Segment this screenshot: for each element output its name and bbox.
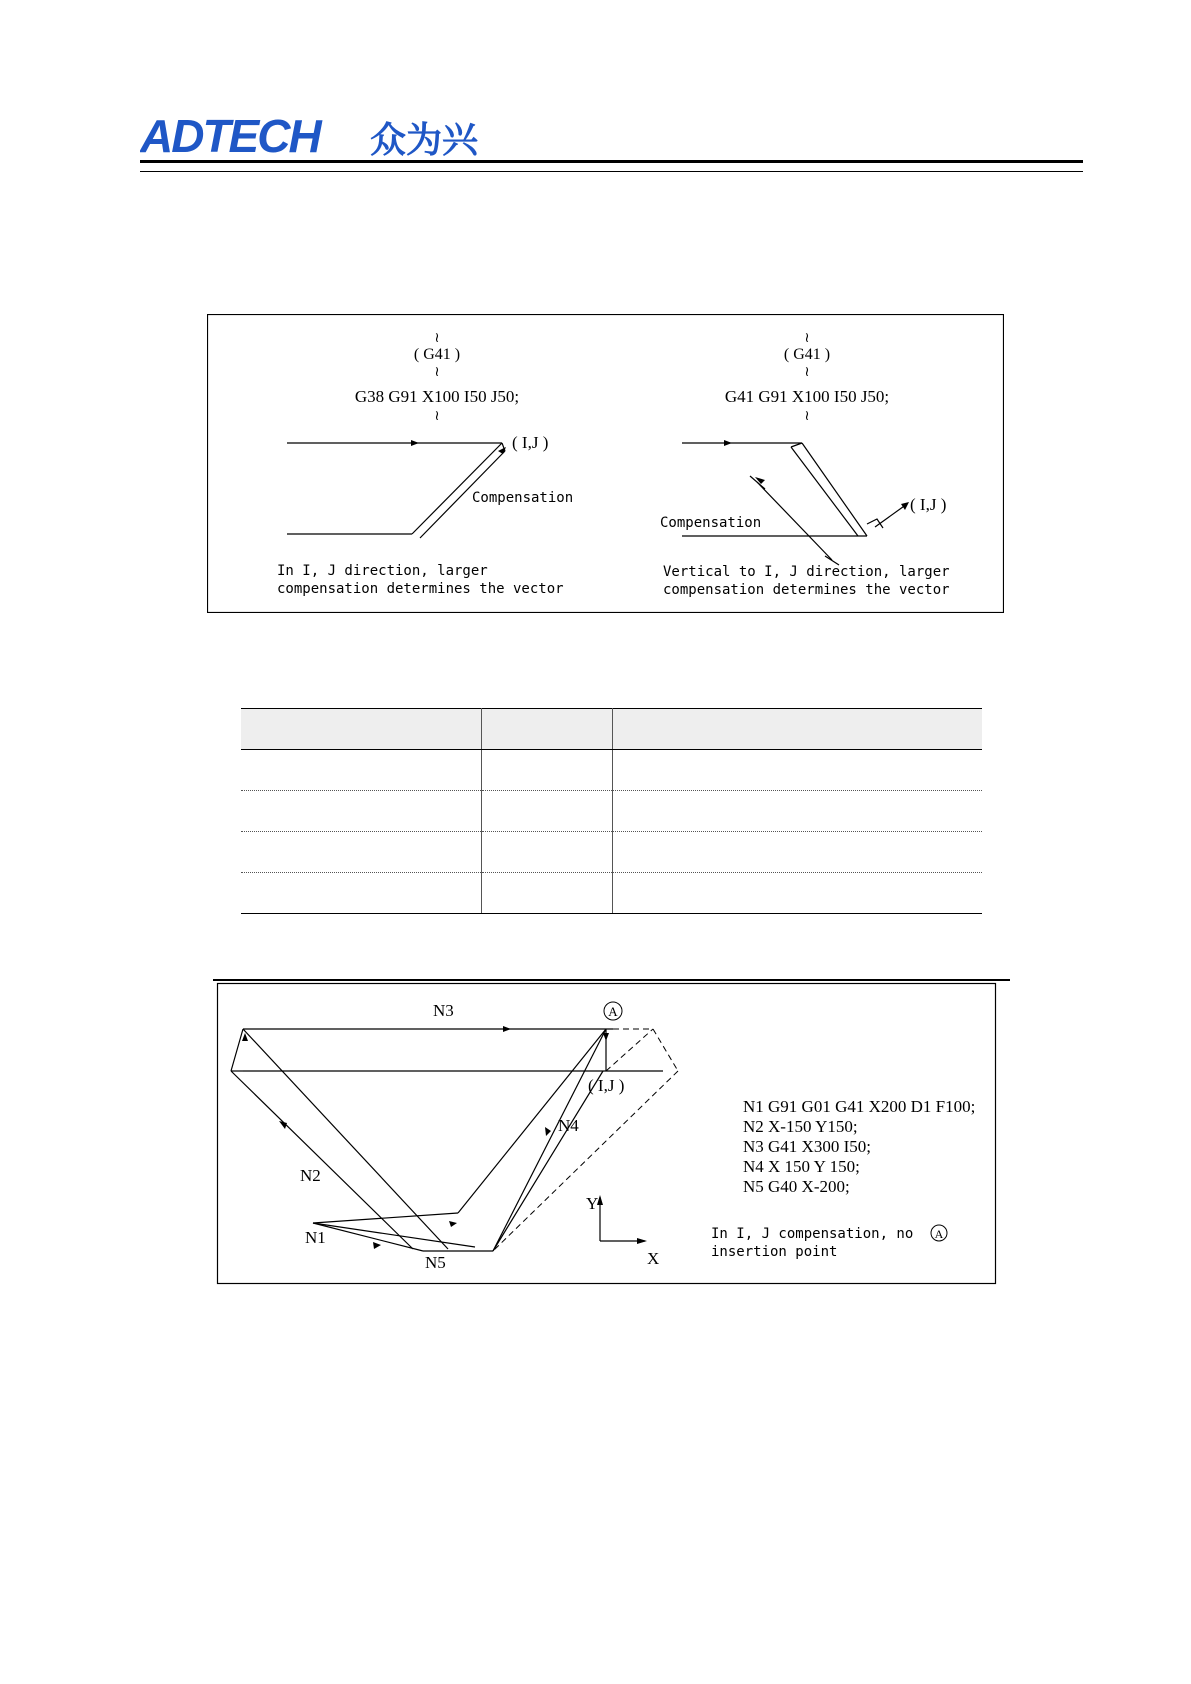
left-caption-line2: compensation determines the vector — [277, 581, 564, 597]
n4-arrowhead — [545, 1127, 551, 1136]
right-ij-arrowhead — [901, 502, 909, 510]
header-rule-thick — [140, 160, 1083, 163]
left-tilde-1: ≀ — [434, 331, 440, 346]
program-line-3: N3 G41 X300 I50; — [743, 1137, 871, 1156]
table-cell — [613, 873, 983, 914]
note-line-2: insertion point — [711, 1244, 838, 1260]
left-tilde-2: ≀ — [434, 365, 440, 380]
x-axis-arrowhead — [637, 1238, 647, 1244]
n2-arrowhead — [279, 1121, 287, 1129]
right-path-drawing — [682, 443, 907, 565]
program-line-2: N2 X-150 Y150; — [743, 1117, 858, 1136]
table-cell — [613, 791, 983, 832]
header-rule-thin — [140, 171, 1083, 172]
table-header-cell — [241, 709, 482, 750]
table-cell — [241, 832, 482, 873]
right-ij-label: ( I,J ) — [910, 495, 947, 514]
empty-table — [241, 708, 982, 914]
left-ij-label: ( I,J ) — [512, 433, 549, 452]
program-line-5: N5 G40 X-200; — [743, 1177, 850, 1196]
table-row — [241, 832, 982, 873]
adtech-logo — [140, 112, 480, 160]
table-cell — [241, 750, 482, 791]
n1-label: N1 — [305, 1228, 326, 1247]
left-code: G38 G91 X100 I50 J50; — [354, 387, 520, 406]
n1-arrowhead — [373, 1242, 381, 1249]
note-a-label: A — [934, 1227, 944, 1241]
point-a-label: A — [608, 1004, 618, 1019]
table-cell — [482, 750, 613, 791]
logo-text: ADTECH — [140, 112, 320, 160]
left-arrowhead — [411, 440, 419, 446]
table-cell — [482, 791, 613, 832]
right-tilde-3: ≀ — [804, 409, 810, 424]
table-header-row — [241, 709, 982, 750]
ij-up-arrowhead — [603, 1033, 609, 1041]
tool-path-lines — [231, 1029, 663, 1251]
note-line-1: In I, J compensation, no — [711, 1226, 914, 1242]
left-tilde-3: ≀ — [434, 409, 440, 424]
table-cell — [241, 873, 482, 914]
program-line-4: N4 X 150 Y 150; — [743, 1157, 860, 1176]
table-row — [241, 750, 982, 791]
dashed-compensation-lines — [493, 1029, 678, 1251]
table-cell — [613, 832, 983, 873]
compensation-vector-figure — [207, 314, 1004, 613]
left-compensation-label: Compensation — [472, 490, 574, 506]
right-dim-arrow-1 — [755, 477, 765, 484]
left-caption-line1: In I, J direction, larger — [277, 563, 488, 579]
xy-axes — [600, 1197, 645, 1241]
right-arrowhead — [724, 440, 732, 446]
left-g41: ( G41 ) — [413, 346, 461, 363]
right-g41: ( G41 ) — [783, 346, 831, 363]
n3-arrowhead — [503, 1026, 511, 1032]
right-caption-line1: Vertical to I, J direction, larger — [663, 564, 950, 580]
n5-label: N5 — [425, 1253, 446, 1272]
table-row — [241, 873, 982, 914]
right-compensation-label: Compensation — [660, 515, 762, 531]
right-tilde-2: ≀ — [804, 365, 810, 380]
right-caption-line2: compensation determines the vector — [663, 582, 950, 598]
n3-label: N3 — [433, 1001, 454, 1020]
x-axis-label: X — [647, 1249, 660, 1268]
n2-label: N2 — [300, 1166, 321, 1185]
table-header-cell — [482, 709, 613, 750]
right-code: G41 G91 X100 I50 J50; — [724, 387, 890, 406]
table-row — [241, 791, 982, 832]
y-axis-label: Y — [586, 1194, 599, 1213]
program-line-1: N1 G91 G01 G41 X200 D1 F100; — [743, 1097, 976, 1116]
table-cell — [241, 791, 482, 832]
table-cell — [613, 750, 983, 791]
table-cell — [482, 873, 613, 914]
table-cell — [482, 832, 613, 873]
table-header-cell — [613, 709, 983, 750]
right-tilde-1: ≀ — [804, 331, 810, 346]
n4-label: N4 — [558, 1116, 579, 1135]
logo-chinese: 众为兴 — [370, 120, 479, 160]
ij-label: ( I,J ) — [588, 1076, 625, 1095]
n5-arrowhead — [449, 1221, 457, 1227]
tool-path-figure — [213, 981, 1003, 1288]
